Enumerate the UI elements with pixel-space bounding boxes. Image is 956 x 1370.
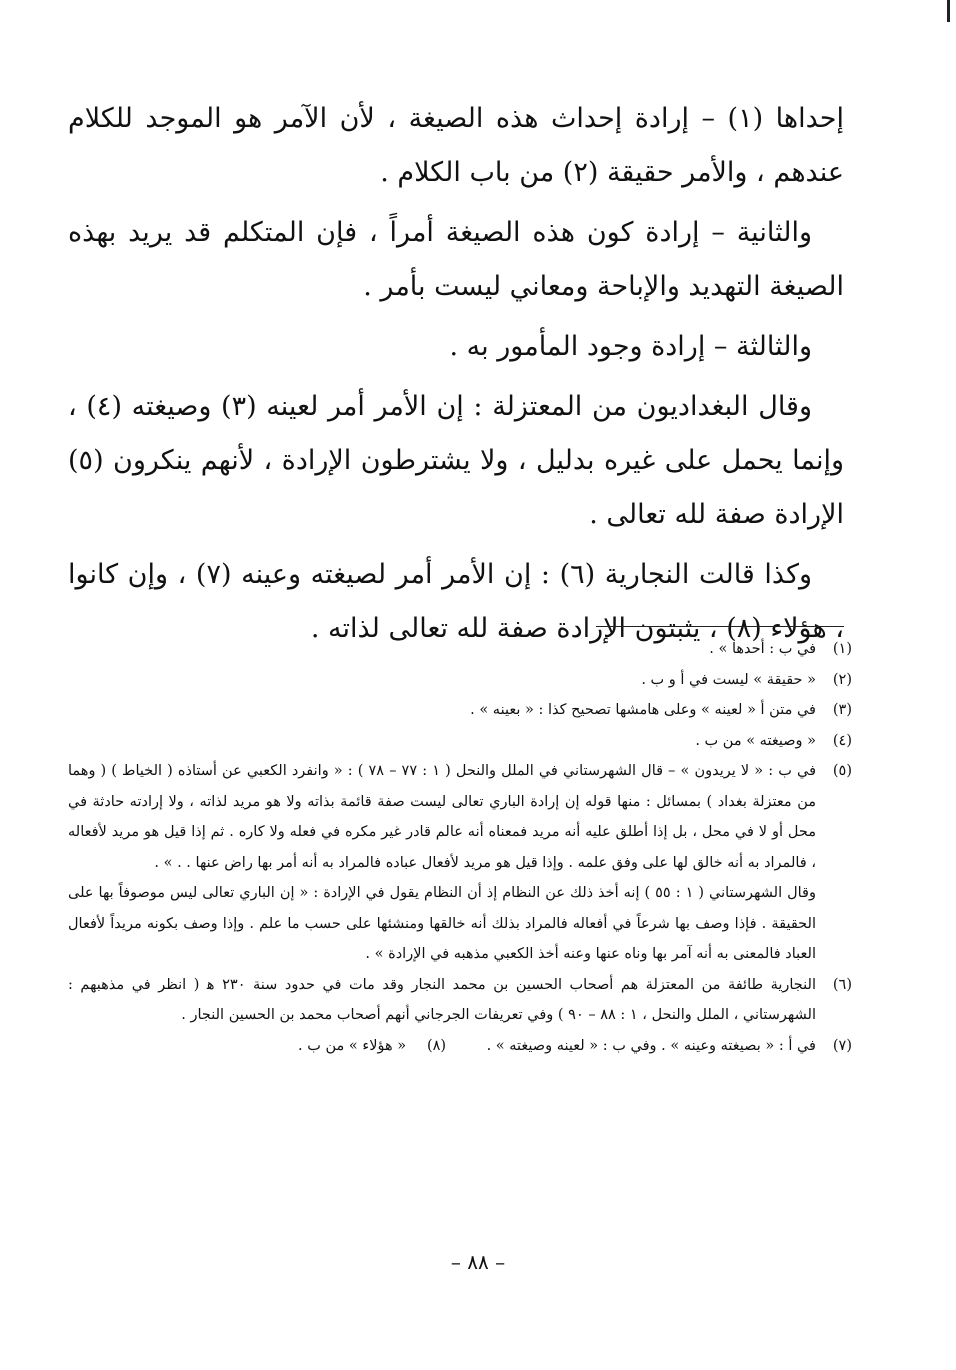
footnote-number: (٥)	[832, 763, 852, 779]
footnote-text: النجارية طائفة من المعتزلة هم أصحاب الحسين بن محمد النجار وقد مات في حدود سنة ٢٣٠ ﻫ ( انظر في مذهبهم : الشهرستاني ، الملل والنحل ، ١ : ٨٨ – ٩٠ ) وفي تعريفات الجرجاني أنهم أصحاب محمد بن الحسين النجار .	[68, 976, 816, 1023]
footnote-8	[298, 1031, 446, 1062]
footnote-text: وقال الشهرستاني ( ١ : ٥٥ ) إنه أخذ ذلك عن النظام إذ أن النظام يقول في الإرادة : « إن الباري تعالى ليس موصوفاً بها على الحقيقة . فإذا وصف بها شرعاً في أفعاله فالمراد بذلك أنه خالقها ومنشئها على حسب ما علم . وإذا وصف بكونه مريداً لأفعال العباد فالمعنى به أنه آمر بها وناه عنها وعنه أخذ الكعبي مذهبه في الإرادة » .	[68, 885, 816, 962]
footnote-5-continued	[68, 878, 852, 970]
footnote-number: (٤)	[832, 732, 852, 749]
footnote-number: (٦)	[832, 976, 852, 993]
footnote-text: في متن أ « لعينه » وعلى هامشها تصحيح كذا : « بعينه » .	[470, 702, 816, 718]
footnote-5	[68, 756, 852, 878]
footnote-text: « وصيغته » من ب .	[695, 732, 816, 749]
footnote-6	[68, 970, 852, 1031]
footnote-7-8	[68, 1031, 852, 1062]
footnote-text: في ب : أحدها » .	[709, 641, 816, 657]
footnote-4	[68, 726, 852, 757]
footnote-number: (٢)	[832, 671, 852, 688]
page-number: – ٨٨ –	[450, 1250, 506, 1274]
footnote-number: (١)	[832, 641, 852, 657]
footnote-divider	[596, 626, 844, 627]
main-text	[68, 92, 844, 662]
footnotes	[68, 634, 852, 1061]
footnote-number: (٧)	[832, 1037, 852, 1054]
footnote-2	[68, 665, 852, 696]
paragraph-2: والثانية – إرادة كون هذه الصيغة أمراً ، فإن المتكلم قد يريد بهذه الصيغة التهديد والإباحة ومعاني ليست بأمر .	[68, 217, 844, 302]
footnote-text: في أ : « بصيغته وعينه » . وفي ب : « لعينه وصيغته » .	[486, 1037, 816, 1054]
paragraph-5: وكذا قالت النجارية (٦) : إن الأمر أمر لصيغته وعينه (٧) ، وإن كانوا ، هؤلاء (٨) ، يثبتون الإرادة صفة لله تعالى لذاته .	[68, 559, 844, 644]
footnote-text: « حقيقة » ليست في أ و ب .	[641, 671, 816, 688]
footnote-number: (٣)	[832, 702, 852, 718]
footnote-7	[487, 1031, 852, 1062]
footnote-text: « هؤلاء » من ب .	[298, 1037, 407, 1054]
footnote-3	[68, 695, 852, 726]
paragraph-4: وقال البغداديون من المعتزلة : إن الأمر أمر لعينه (٣) وصيغته (٤) ، وإنما يحمل على غيره بدليل ، ولا يشترطون الإرادة ، لأنهم ينكرون (٥) الإرادة صفة لله تعالى .	[68, 391, 844, 530]
paragraph-1: إحداها (١) – إرادة إحداث هذه الصيغة ، لأن الآمر هو الموجد للكلام عندهم ، والأمر حقيقة (٢) من باب الكلام .	[68, 103, 844, 188]
paragraph-3: والثالثة – إرادة وجود المأمور به .	[449, 331, 812, 362]
footnote-1	[68, 634, 852, 665]
footnote-text: في ب : « لا يريدون » – قال الشهرستاني في الملل والنحل ( ١ : ٧٧ – ٧٨ ) : « وانفرد الكعبي عن أستاذه ( الخياط ) ( وهما من معتزلة بغداد ) بمسائل : منها قوله إن إرادة الباري تعالى ليست صفة قائمة بذاته ولا هو مريد لذاته ، ولا إرادته حادثة في محل أو لا في محل ، بل إذا أطلق عليه أنه مريد فمعناه أنه عالم قادر غير مكره في فعله ولا كاره . ثم إذا قيل هو مريد لأفعاله ، فالمراد به أنه خالق لها على وفق علمه . وإذا قيل هو مريد لأفعال عباده فالمراد به أنه أمر بها راض عنها . . » .	[68, 763, 817, 871]
footnote-number: (٨)	[426, 1037, 447, 1054]
corner-mark	[947, 0, 950, 22]
